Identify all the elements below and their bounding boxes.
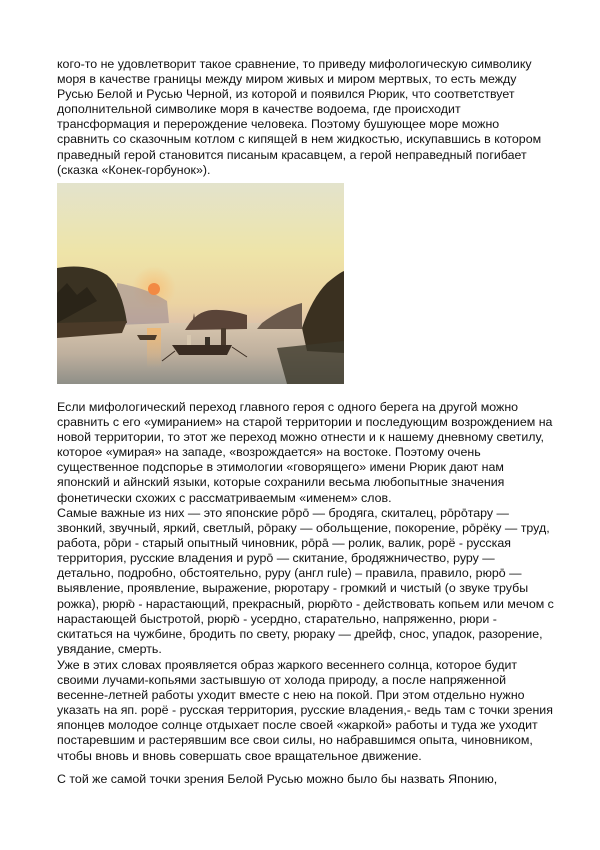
text-line: трансформация и перерождение человека. Поэтому бушующее море можно	[57, 117, 500, 132]
text-line: Русью Белой и Русью Черной, из которой и появился Рюрик, что соответствует	[57, 87, 515, 102]
text-line: С той же самой точки зрения Белой Русью можно было бы назвать Японию,	[57, 772, 498, 786]
text-line: праведный герой становится писаным красавцем, а герой неправедный погибает	[57, 147, 527, 162]
text-line: территория, русские владения и рурō — скитание, бродяжничество, руру —	[57, 551, 495, 566]
text-line: выявление, проявление, выражение, рюротару - громкий и чистый (о звуке трубы	[57, 581, 529, 596]
text-line: (сказка «Конек-горбунок»).	[57, 162, 211, 177]
paragraph-sea-symbolism	[57, 57, 541, 178]
text-line: Уже в этих словах проявляется образ жаркого весеннего солнца, которое будит	[57, 658, 518, 672]
text-line: японцев молодое солнце отдыхает после своей «жаркой» работы и туда же уходит	[57, 718, 538, 733]
text-line: Самые важные из них — это японские рōрō — бродяга, скиталец, рōрōтару —	[57, 506, 509, 520]
text-line: детально, подробно, обстоятельно, руру (англ rule) – правила, правило, рюрō —	[57, 566, 522, 581]
text-line: сравнить с его «умиранием» на старой территории и последующим возрождением на	[57, 415, 553, 430]
text-line: фонетически схожих с рассматриваемым «именем» слов.	[57, 490, 392, 505]
text-line: звонкий, звучный, яркий, светлый, рōраку — обольщение, покорение, рōрёку — труд,	[57, 521, 550, 536]
text-line: существенное подспорье в этимологии «говорящего» имени Рюрик дают нам	[57, 460, 504, 475]
text-line: дополнительной символике моря в качестве водоема, где происходит	[57, 102, 461, 117]
text-line: новой территории, то этот же переход можно отнести и к нашему дневному светилу,	[57, 430, 544, 445]
text-line: Если мифологический переход главного героя с одного берега на другой можно	[57, 400, 519, 414]
text-line: моря в качестве границы между миром живых и миром мертвых, то есть между	[57, 72, 517, 87]
text-line: нарастающей быстротой, рюрю̄ - усердно, старательно, напряженно, рюри -	[57, 611, 497, 626]
text-line: которое «умирая» на западе, «возрождается» на востоке. Поэтому очень	[57, 445, 481, 460]
text-line: кого-то не удовлетворит такое сравнение, то приведу мифологическую символику	[57, 57, 532, 71]
paragraph-sun-transition	[57, 400, 552, 506]
text-line: своими лучами-копьями застывшую от холода природу, а после напряженной	[57, 673, 507, 688]
text-line: работа, рōри - старый опытный чиновник, рōрā — ролик, валик, рорё - русская	[57, 536, 511, 551]
paragraph-spring-sun	[57, 658, 553, 764]
text-line: весенне-летней работы уходит вместе с нею на покой. При этом отдельно нужно	[57, 688, 525, 703]
text-line: сравнить со сказочным котлом с кипящей в нем жидкостью, искупавшись в котором	[57, 132, 542, 147]
text-line: японский и айнский языки, которые сохранили весьма любопытные значения	[57, 475, 505, 490]
text-line: постаревшим и растерявшим все свои силы, но набравшимся опыта, чиновником,	[57, 733, 533, 748]
text-line: чтобы вновь и вновь совершать свое вращательное движение.	[57, 748, 422, 763]
painting-image	[57, 183, 344, 384]
text-line: указать на яп. рорё - русская территория, русские владения,- ведь там с точки зрения	[57, 703, 553, 718]
paragraph-white-rus	[57, 772, 497, 787]
text-line: увядание, смерть.	[57, 641, 162, 656]
text-line: рожка), рюрю̄ - нарастающий, прекрасный, рюрю̄то - действовать копьем или мечом с	[57, 596, 554, 611]
paragraph-japanese-words	[57, 506, 554, 657]
painting-lake-sunrise	[57, 183, 344, 384]
text-line: скитаться на чужбине, бродить по свету, рюраку — дрейф, снос, упадок, разорение,	[57, 626, 543, 641]
